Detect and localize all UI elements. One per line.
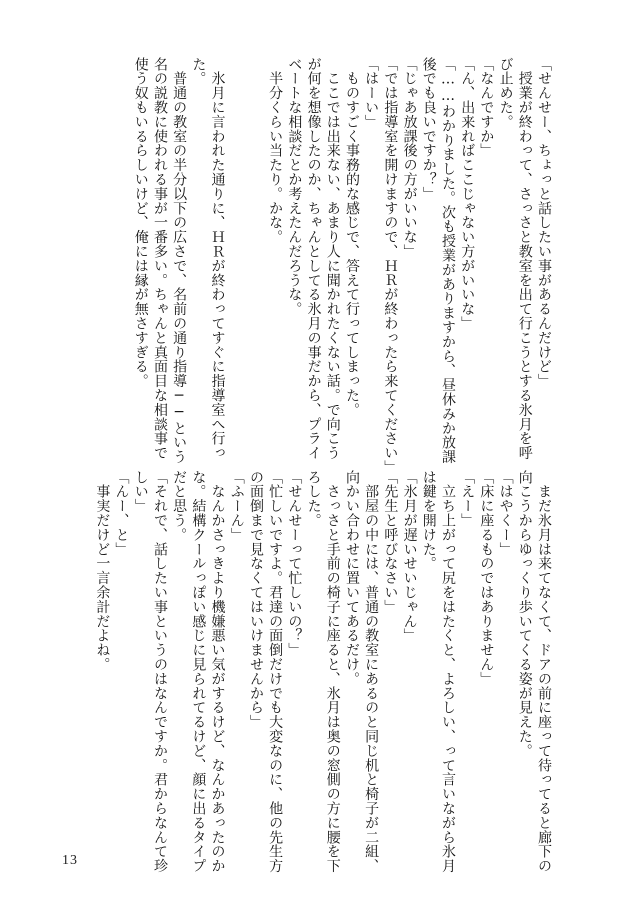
text-line: しい」 xyxy=(132,470,149,514)
text-line: 「はやくー」 xyxy=(497,470,514,557)
text-line: 氷月に言われた通りに、ＨＲが終わってすぐに指導室へ行っ xyxy=(209,57,226,461)
text-line: なんかさっきより機嫌悪い気がするけど、なんかあったのか xyxy=(209,470,226,874)
text-line: まだ氷月は来てなくて、ドアの前に座って待ってると廊下の xyxy=(536,470,552,874)
text-line: 名の説教に使われる事が一番多い。ちゃんと真面目な相談事で xyxy=(151,57,168,461)
text-line: だと思う。 xyxy=(171,470,188,542)
text-line: 「先生と呼びなさい」 xyxy=(382,470,399,614)
text-line: 向かい合わせに置いてあるだけ。 xyxy=(343,470,360,686)
text-line xyxy=(246,57,265,445)
text-line: 「せんせー、ちょっと話したい事があるんだけど」 xyxy=(536,57,552,389)
text-line: 「せんせーって忙しいの？」 xyxy=(286,470,303,658)
text-line: 「忙しいですよ。君達の面倒だけでも大変なのに、他の先生方 xyxy=(267,470,284,874)
text-line: は鍵を開けた。 xyxy=(420,470,437,571)
text-line: 「んー、と」 xyxy=(113,470,130,557)
text-line: 立ち上がって尻をはたくと、よろしい、って言いながら氷月 xyxy=(439,470,456,874)
upper-text-column xyxy=(113,57,553,475)
text-line: 「なんですか」 xyxy=(478,57,495,158)
text-line: ものすごく事務的な感じで、答えて行ってしまった。 xyxy=(343,57,360,417)
text-line: さっさと手前の椅子に座ると、氷月は奥の窓側の方に腰を下 xyxy=(324,470,341,874)
text-line: が何を想像したのか、ちゃんとしてる氷月の事だから、プライ xyxy=(305,57,322,461)
text-line: び止めた。 xyxy=(497,57,514,129)
text-line: た。 xyxy=(190,57,207,86)
text-line: ベートな相談だとか考えたんだろうな。 xyxy=(286,57,303,317)
text-line: 「では指導室を開けますので、ＨＲが終わったら来てください」 xyxy=(382,57,399,475)
text-line xyxy=(227,57,246,445)
text-line: 授業が終わって、さっさと教室を出て行こうとする氷月を呼 xyxy=(516,57,533,461)
page-number: 13 xyxy=(62,853,78,868)
text-line: 「床に座るものではありません」 xyxy=(478,470,495,686)
text-line: 向こうからゆっくり歩いてくる姿が見えた。 xyxy=(516,470,533,758)
text-line: の面倒まで見なくてはいけませんから」 xyxy=(247,470,264,730)
text-line: 事実だけど一言余計だよね。 xyxy=(94,470,111,672)
text-line: 後でも良いですか？」 xyxy=(420,57,437,201)
text-line: 普通の教室の半分以下の広さで、名前の通り指導──という xyxy=(171,57,188,465)
text-line: 使う奴もいるらしいけど、俺には縁が無さすぎる。 xyxy=(132,57,149,389)
text-line: 部屋の中には、普通の教室にあるのと同じ机と椅子が二組、 xyxy=(363,470,380,874)
text-line: 半分くらい当たり。かな。 xyxy=(267,57,284,245)
text-line: 「ふーん」 xyxy=(228,470,245,542)
text-line: 「……わかりました。次も授業がありますから、昼休みか放課 xyxy=(439,57,456,465)
text-line: 「氷月が遅いせいじゃん」 xyxy=(401,470,418,643)
lower-text-column xyxy=(94,470,553,874)
text-line: 「ん、出来ればここじゃない方がいいな」 xyxy=(459,57,476,331)
text-line: ろした。 xyxy=(305,470,322,528)
text-line: 「それで、話したい事というのはなんですか。君からなんて珍 xyxy=(151,470,168,874)
text-line: ここでは出来ない、あまり人に聞かれたくない話。で向こう xyxy=(324,57,341,461)
text-line: 「じゃあ放課後の方がいいな」 xyxy=(401,57,418,259)
text-line: 「はーい」 xyxy=(363,57,380,129)
text-line: な。結構クールっぽい感じに見られてるけど、顔に出るタイプ xyxy=(190,470,207,874)
text-line: 「えー」 xyxy=(459,470,476,528)
